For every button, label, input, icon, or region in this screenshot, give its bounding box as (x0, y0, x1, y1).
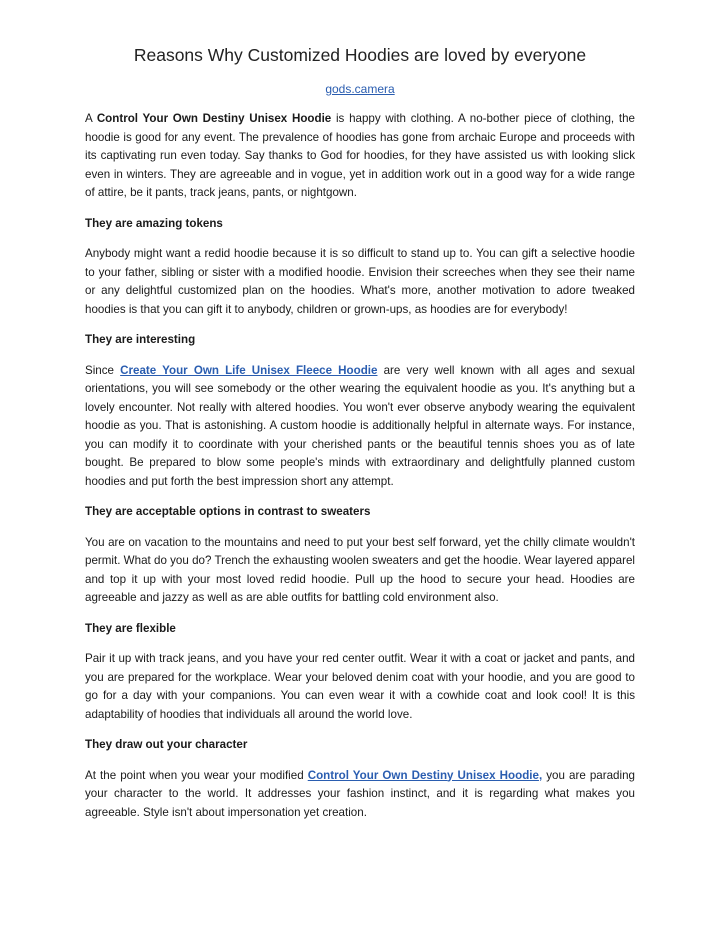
control-your-own-destiny-hoodie-link[interactable]: Control Your Own Destiny Unisex Hoodie (307, 768, 539, 782)
section-body-character (85, 767, 635, 823)
link-trailing-comma: , (538, 768, 543, 782)
section-character-prefix: At the point when you wear your modified (85, 768, 308, 782)
intro-text: is happy with clothing. A no-bother piece of clothing, the hoodie is good for any event. The prevalence of hoodies has gone from archaic Europe and proceeds with its captivating run even today. Say thanks to God for hoodies, for they have assisted us with looking slick even in winters. They are agreeable and in vogue, yet in addition work out in a good way for a wide range of attire, be it pants, track jeans, pants, or nightgown. (85, 112, 635, 199)
section-heading-sweater-alternatives: They are acceptable options in contrast to sweaters (85, 505, 371, 518)
intro-prefix: A (85, 112, 97, 125)
document-title: Reasons Why Customized Hoodies are loved by everyone (133, 45, 587, 65)
section-body-amazing-tokens: Anybody might want a redid hoodie because it is so difficult to stand up to. You can gift a selective hoodie to your father, sibling or sister with a modified hoodie. Envision their screeches when they see their name or any delightful customized plan on the hoodies. What's more, another motivation to adore tweaked hoodies is that you can gift it to anybody, children or grown-ups, as hoodies are for everybody! (85, 247, 635, 316)
section-body-flexible: Pair it up with track jeans, and you have your red center outfit. Wear it with a coat or jacket and pants, and you are prepared for the workplace. Wear your beloved denim coat with your hoodie, and you are good to go for a day with your companions. You can even wear it with a cowhide coat and look cool! It is this adaptability of hoodies that individuals all around the world love. (85, 652, 635, 721)
section-body-interesting (85, 362, 635, 492)
source-link[interactable]: gods.camera (325, 82, 395, 96)
section-character-text: you are parading your character to the world. It addresses your fashion instinct, and it is regarding what makes you agreeable. Style isn't about impersonation yet creation. (85, 768, 635, 819)
section-body-sweater-alternatives: You are on vacation to the mountains and need to put your best self forward, yet the chilly climate wouldn't permit. What do you do? Trench the exhausting woolen sweaters and get the hoodie. Wear layered apparel and top it up with your most loved redid hoodie. Pull up the hood to secure your head. Hoodies are agreeable and jazzy as well as are able outfits for battling cold environment also. (85, 535, 635, 604)
section-heading-flexible: They are flexible (85, 621, 176, 635)
intro-product-name: Control Your Own Destiny Unisex Hoodie (96, 112, 332, 125)
source-line (0, 81, 720, 97)
section-heading-interesting: They are interesting (85, 333, 196, 346)
article-body (85, 110, 635, 834)
section-interesting-text: are very well known with all ages and sexual orientations, you will see somebody or the other wearing the equivalent hoodie as you. It's anything but a lovely encounter. Not really with altered hoodies. You won't ever observe anybody wearing the equivalent hoodie as you. That is astonishing. A custom hoodie is additionally helpful in alternate ways. For instance, you can modify it to coordinate with your cherished pants or the beautiful tennis shoes you as of late bought. Be prepared to blow some people's minds with extraordinary and delightfully planned custom hoodies and put forth the best impression short any attempt. (85, 363, 635, 488)
section-heading-amazing-tokens: They are amazing tokens (85, 216, 223, 230)
intro-paragraph (85, 110, 635, 203)
section-heading-character: They draw out your character (85, 738, 248, 751)
section-interesting-prefix: Since (85, 363, 121, 377)
create-your-own-life-hoodie-link[interactable]: Create Your Own Life Unisex Fleece Hoodie (120, 363, 378, 377)
